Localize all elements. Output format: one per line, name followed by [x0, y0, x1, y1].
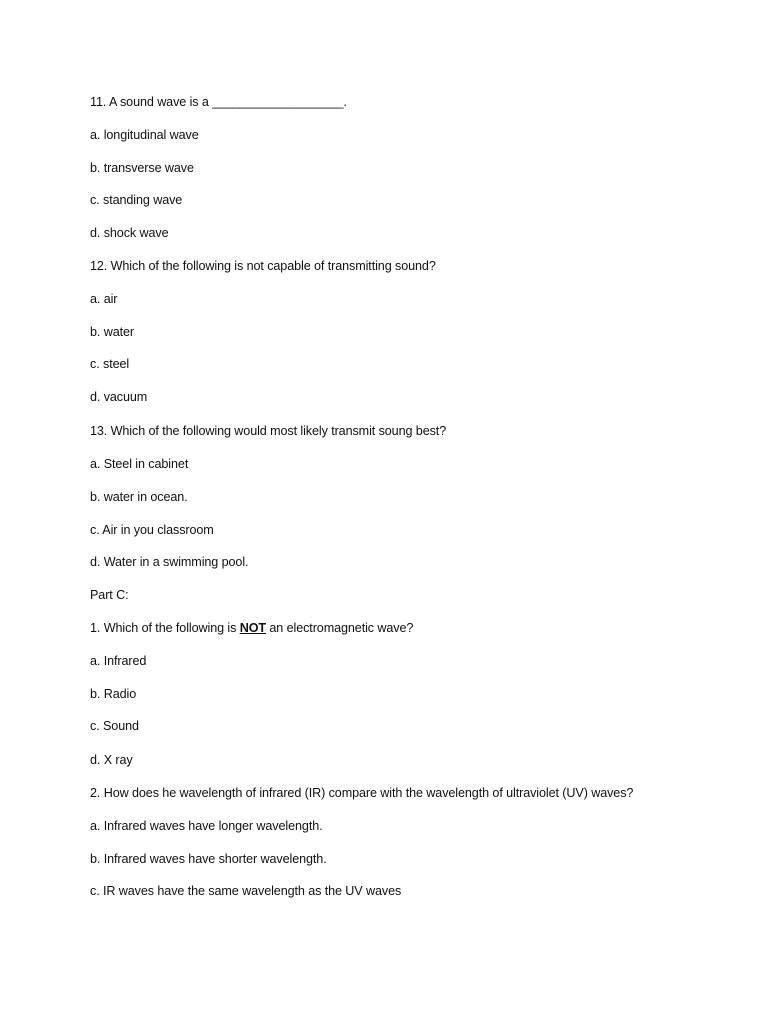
question-13-option-c: c. Air in you classroom — [90, 523, 214, 537]
part-c-question-2-prompt: 2. How does he wavelength of infrared (IR) compare with the wavelength of ultraviolet (UV) waves? — [90, 786, 634, 800]
question-13-prompt: 13. Which of the following would most likely transmit soung best? — [90, 424, 447, 438]
part-c-question-1-option-b: b. Radio — [90, 687, 137, 701]
part-c-question-2-option-c: c. IR waves have the same wavelength as the UV waves — [90, 884, 402, 898]
part-c-question-2-option-a: a. Infrared waves have longer wavelength. — [90, 819, 323, 833]
part-c-question-1-option-d: d. X ray — [90, 753, 133, 767]
question-12-prompt: 12. Which of the following is not capable of transmitting sound? — [90, 259, 436, 273]
part-c-question-1-option-c: c. Sound — [90, 719, 139, 733]
question-12-option-b: b. water — [90, 325, 134, 339]
part-c-question-1-prompt — [90, 620, 413, 636]
prompt-emphasis-not: NOT — [239, 621, 266, 635]
question-13-option-b: b. water in ocean. — [90, 490, 188, 504]
part-c-question-2-option-b: b. Infrared waves have shorter wavelength. — [90, 852, 327, 866]
question-12-option-a: a. air — [90, 292, 118, 306]
question-11-option-a: a. longitudinal wave — [90, 128, 199, 142]
question-13-option-d: d. Water in a swimming pool. — [90, 555, 249, 569]
question-13-option-a: a. Steel in cabinet — [90, 457, 189, 471]
part-c-heading: Part C: — [90, 588, 129, 602]
prompt-text-before: 1. Which of the following is — [90, 621, 240, 635]
question-11-option-c: c. standing wave — [90, 193, 183, 207]
part-c-question-1-option-a: a. Infrared — [90, 654, 147, 668]
question-11-option-d: d. shock wave — [90, 226, 169, 240]
question-11-option-b: b. transverse wave — [90, 161, 194, 175]
question-11-prompt: 11. A sound wave is a ___________________. — [90, 95, 347, 109]
question-12-option-d: d. vacuum — [90, 390, 148, 404]
question-12-option-c: c. steel — [90, 357, 130, 371]
prompt-text-after: an electromagnetic wave? — [266, 621, 414, 635]
